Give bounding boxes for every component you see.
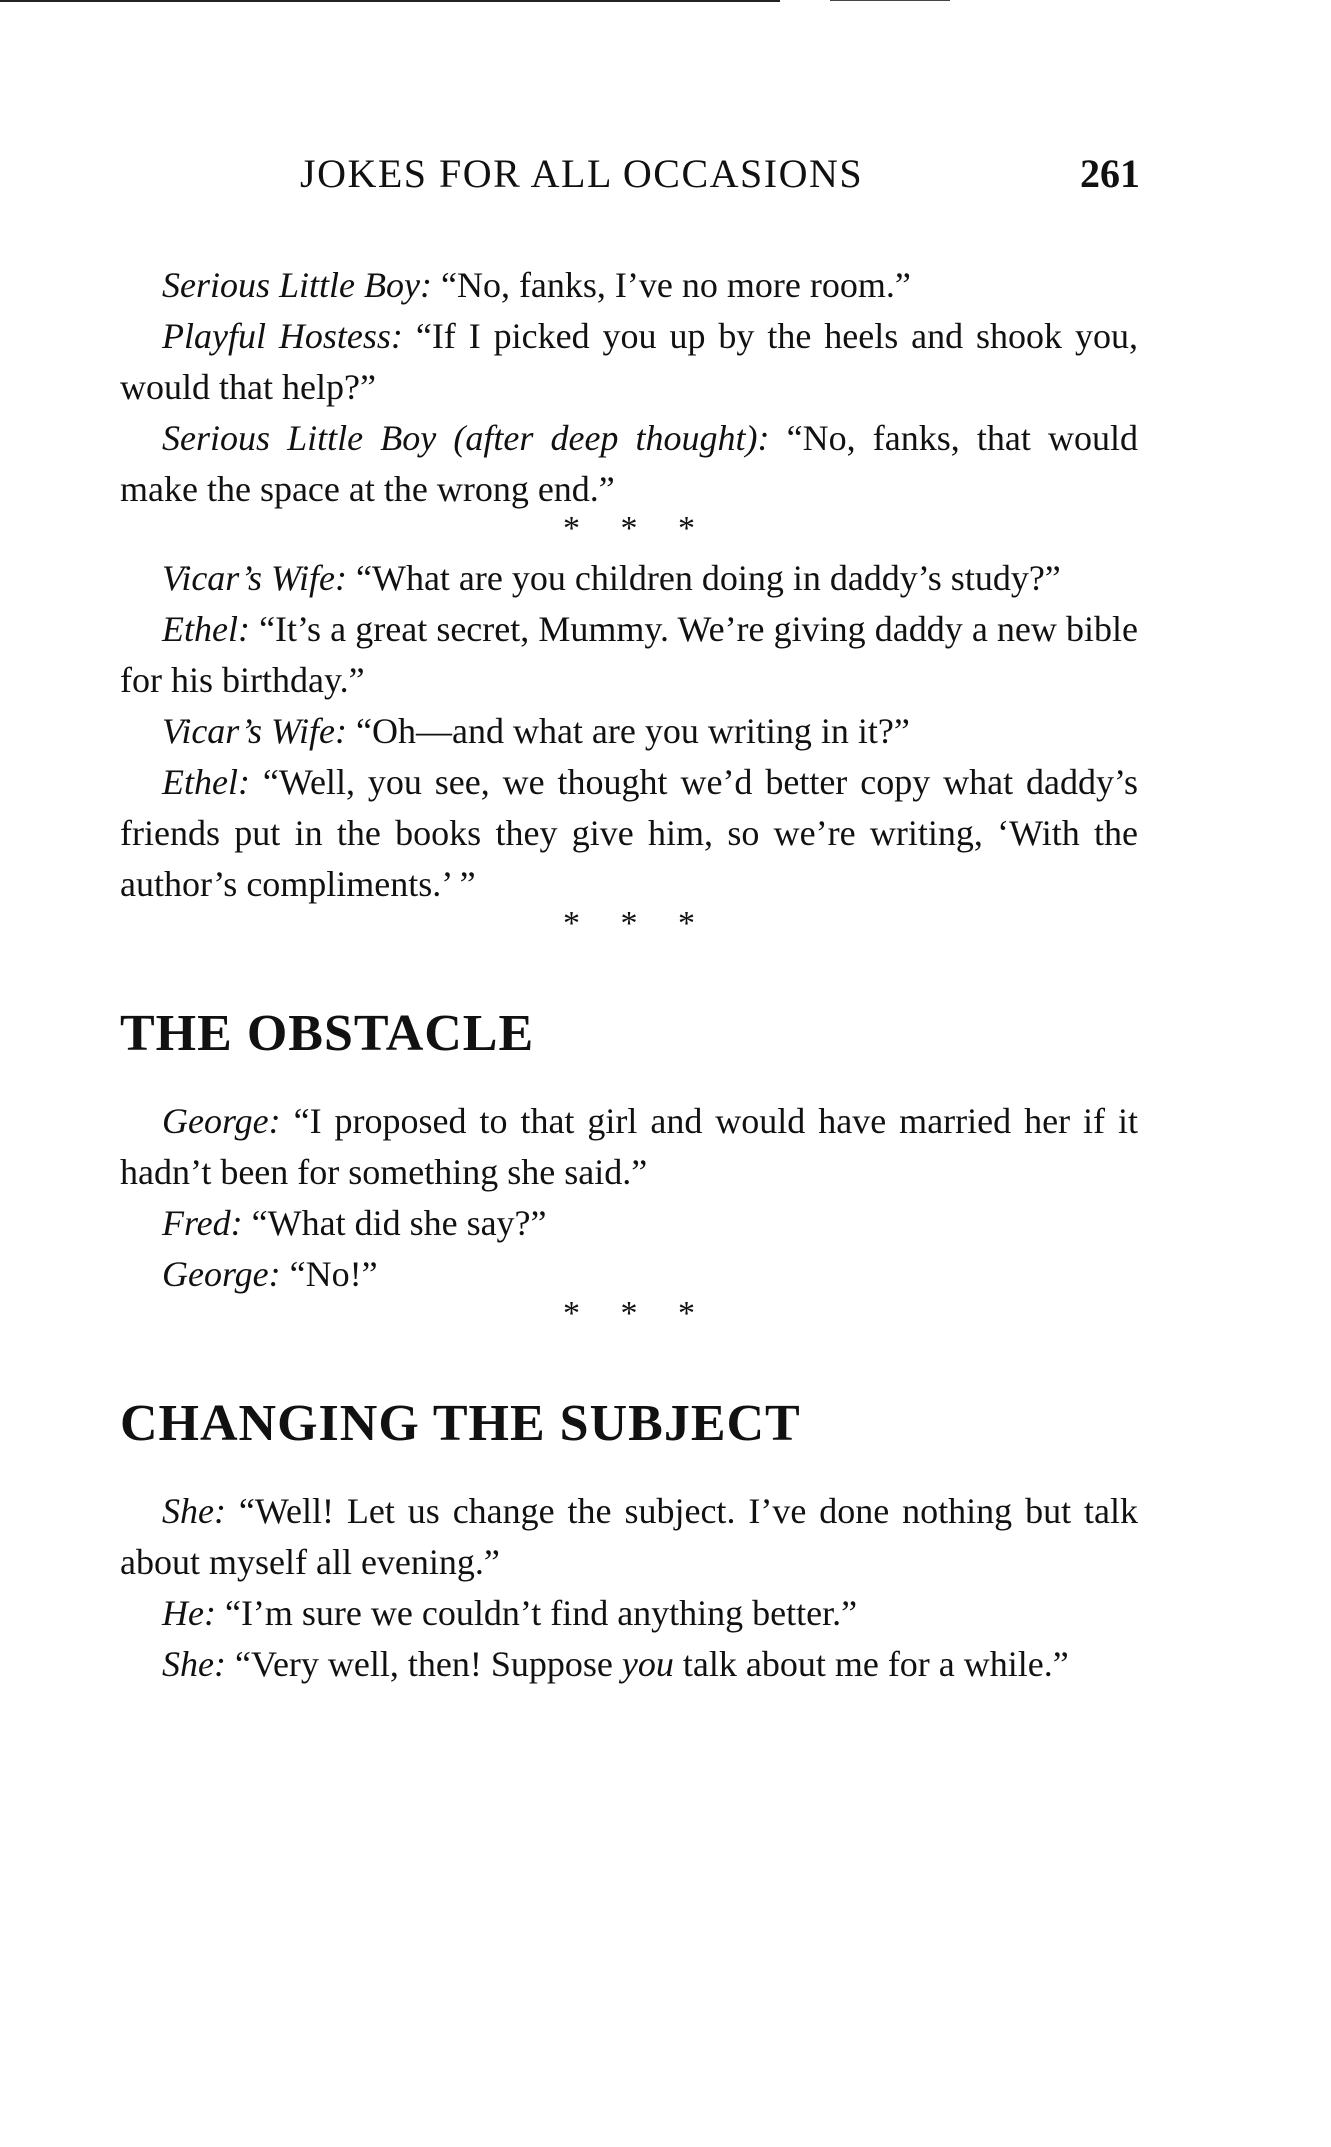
section-divider: * * *	[563, 1295, 695, 1332]
dialogue-text: “What are you children doing in daddy’s study?”	[346, 558, 1061, 598]
speaker-label: Serious Little Boy:	[162, 265, 432, 305]
dialogue-line	[120, 413, 1138, 515]
dialogue-line	[120, 260, 1138, 311]
section-divider: * * *	[563, 510, 695, 547]
dialogue-text: “Oh—and what are you writing in it?”	[346, 711, 910, 751]
dialogue-line	[120, 1249, 1138, 1300]
dialogue-text: “I proposed to that girl and would have married her if it hadn’t been for something she said.”	[120, 1101, 1138, 1192]
dialogue-text: “If I picked you up by the heels and shook you, would that help?”	[120, 316, 1138, 407]
dialogue-line	[120, 553, 1138, 604]
dialogue-line	[120, 706, 1138, 757]
section-divider: * * *	[563, 905, 695, 942]
joke-title: THE OBSTACLE	[120, 1005, 535, 1062]
running-head: JOKES FOR ALL OCCASIONS	[300, 151, 864, 196]
speaker-label: Playful Hostess:	[162, 316, 403, 356]
speaker-label: Fred:	[162, 1203, 243, 1243]
dialogue-line	[120, 1096, 1138, 1198]
dialogue-line	[120, 757, 1138, 910]
speaker-label: George:	[162, 1254, 281, 1294]
speaker-label: Vicar’s Wife:	[162, 711, 347, 751]
dialogue-text: “Well! Let us change the subject. I’ve done nothing but talk about myself all evening.”	[120, 1491, 1138, 1582]
page-body	[120, 260, 1138, 1690]
joke-title: CHANGING THE SUBJECT	[120, 1395, 801, 1452]
dialogue-text: “Very well, then! Suppose	[225, 1644, 622, 1684]
dialogue-text: “No, fanks, that would make the space at the wrong end.”	[120, 418, 1138, 509]
dialogue-text: “It’s a great secret, Mummy. We’re giving daddy a new bible for his birthday.”	[120, 609, 1138, 700]
dialogue-text: “I’m sure we couldn’t find anything better.”	[215, 1593, 858, 1633]
page-number: 261	[1080, 151, 1140, 196]
speaker-label: She:	[162, 1644, 226, 1684]
dialogue-line	[120, 604, 1138, 706]
dialogue-line	[120, 1588, 1138, 1639]
speaker-label: He:	[162, 1593, 216, 1633]
speaker-label: Serious Little Boy (after deep thought):	[162, 418, 770, 458]
emphasized-word: you	[621, 1644, 674, 1684]
dialogue-line	[120, 311, 1138, 413]
dialogue-text: “What did she say?”	[242, 1203, 547, 1243]
dialogue-text: “No!”	[280, 1254, 378, 1294]
speaker-label: George:	[162, 1101, 281, 1141]
dialogue-line	[120, 1639, 1138, 1690]
page-header	[120, 150, 1140, 210]
top-rule-fragment	[830, 0, 950, 1]
dialogue-text: talk about me for a while.”	[673, 1644, 1069, 1684]
dialogue-line	[120, 1198, 1138, 1249]
speaker-label: Ethel:	[162, 762, 250, 802]
speaker-label: She:	[162, 1491, 226, 1531]
speaker-label: Ethel:	[162, 609, 250, 649]
dialogue-line	[120, 1486, 1138, 1588]
speaker-label: Vicar’s Wife:	[162, 558, 347, 598]
dialogue-text: “No, fanks, I’ve no more room.”	[431, 265, 911, 305]
dialogue-text: “Well, you see, we thought we’d better copy what daddy’s friends put in the books they give him, so we’re writing, ‘With the author’s compliments.’ ”	[120, 762, 1138, 904]
top-rule	[0, 0, 780, 2]
